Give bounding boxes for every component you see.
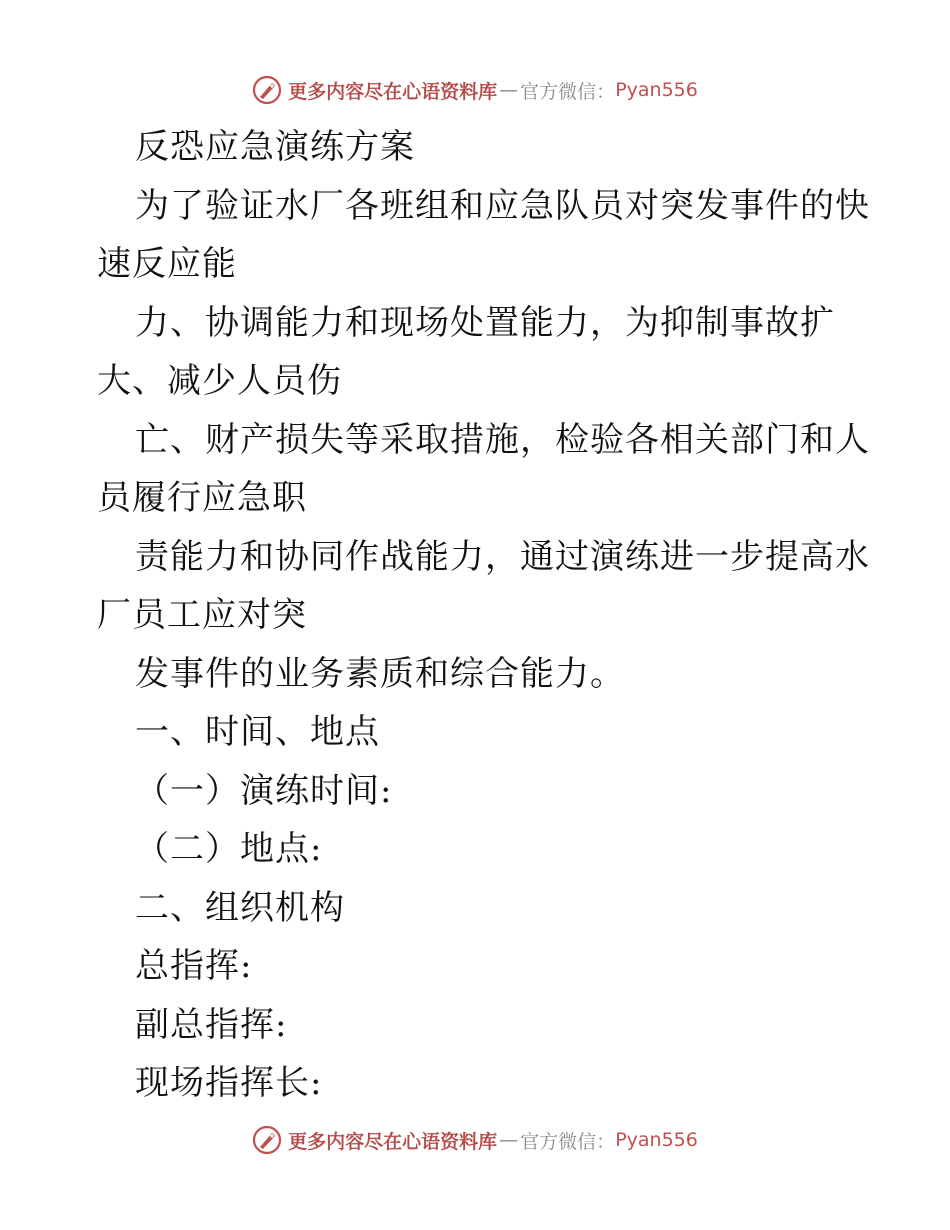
document-line: 副总指挥: [135, 1004, 288, 1045]
banner-main-text: 更多内容尽在心语资料库 [288, 80, 498, 103]
document-line: （二）地点: [135, 829, 323, 869]
banner-dash: — [499, 79, 519, 101]
pen-nib-logo-icon [252, 75, 282, 105]
document-line: 力、协调能力和现场处置能力，为抑制事故扩 [135, 302, 835, 343]
document-line: 员履行应急职 [97, 478, 307, 518]
banner-dash: — [499, 1129, 519, 1151]
banner-code: Pyan556 [615, 79, 698, 101]
document-body [97, 118, 870, 1113]
header-watermark-banner [0, 70, 950, 110]
document-line: 大、减少人员伤 [97, 361, 342, 401]
banner-code: Pyan556 [615, 1129, 698, 1151]
document-line: 责能力和协同作战能力，通过演练进一步提高水 [135, 536, 870, 577]
document-line: 亡、财产损失等采取措施，检验各相关部门和人 [135, 419, 870, 460]
footer-watermark-banner [0, 1120, 950, 1160]
banner-sub-text: 官方微信： [520, 1130, 616, 1153]
document-line: 为了验证水厂各班组和应急队员对突发事件的快 [135, 185, 870, 226]
banner-main-text: 更多内容尽在心语资料库 [288, 1130, 498, 1153]
banner-sub-text: 官方微信： [520, 80, 616, 103]
document-line: 二、组织机构 [135, 887, 345, 928]
document-line: 厂员工应对突 [97, 595, 307, 635]
document-line: 总指挥: [135, 946, 253, 986]
document-line: 一、时间、地点 [135, 712, 380, 752]
document-line: 现场指挥长: [135, 1063, 323, 1103]
document-line: 反恐应急演练方案 [135, 127, 415, 167]
pen-nib-logo-icon [252, 1125, 282, 1155]
document-line: 发事件的业务素质和综合能力。 [135, 653, 625, 694]
document-line: （一）演练时间: [135, 770, 393, 811]
document-line: 速反应能 [97, 244, 237, 284]
